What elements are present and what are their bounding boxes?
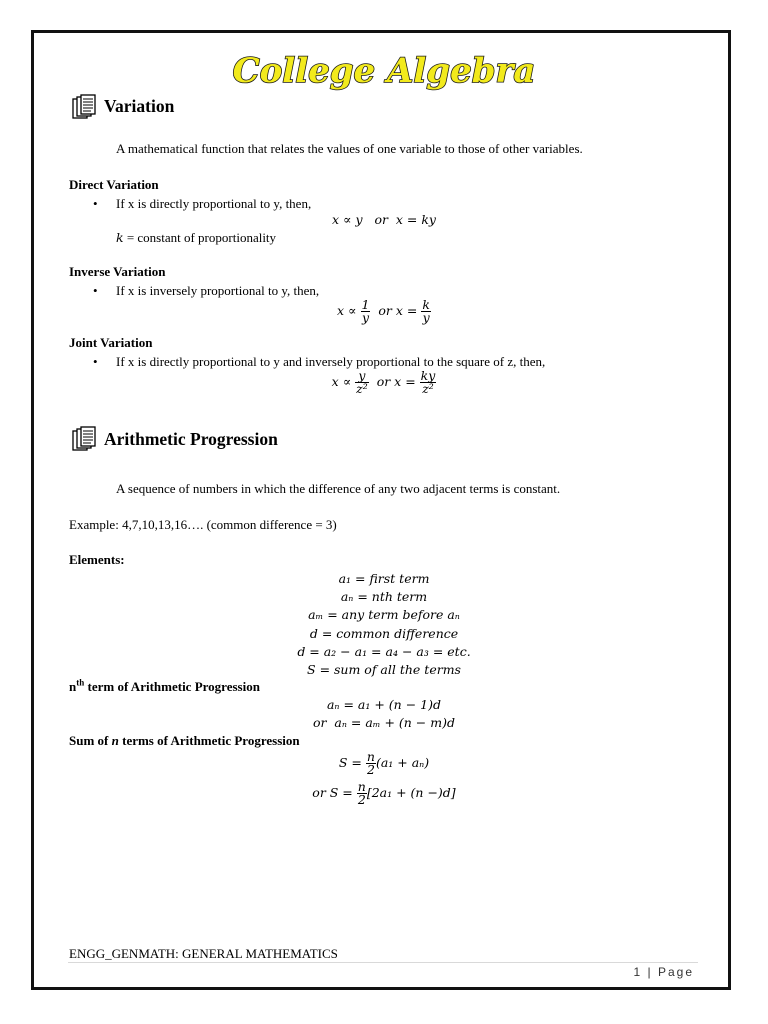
element-item: S = sum of all the terms: [307, 662, 461, 678]
fraction-numerator: n: [357, 779, 366, 794]
nth-n: n: [69, 679, 77, 694]
sum2-lhs: or S =: [312, 785, 353, 800]
nth-sup: th: [76, 677, 85, 688]
joint-variation-bullet: If x is directly proportional to y and inversely proportional to the square of z, then,: [116, 354, 546, 369]
constant-text: = constant of proportionality: [123, 230, 277, 245]
element-item: d = common difference: [309, 625, 459, 641]
direct-variation-bullet: If x is directly proportional to y, then,: [116, 196, 312, 211]
joint-mid: or x =: [376, 374, 416, 389]
joint-lhs: x ∝: [331, 374, 352, 389]
fraction-denominator: y: [422, 310, 430, 325]
variation-definition: A mathematical function that relates the values of one variable to those of other variables.: [116, 141, 583, 156]
nth-term-label: [69, 679, 260, 695]
document-stack-icon: [72, 94, 96, 120]
inverse-fraction-2: [421, 299, 431, 324]
footer-divider: [68, 962, 698, 963]
inverse-variation-bullet: If x is inversely proportional to y, then,: [116, 283, 320, 298]
constant-line: [116, 230, 276, 246]
inverse-variation-formula: [0, 299, 768, 324]
sum2-fraction: [357, 781, 367, 806]
joint-fraction-2: [420, 370, 437, 395]
joint-variation-label: Joint Variation: [69, 335, 153, 350]
arithmetic-definition: A sequence of numbers in which the difference of any two adjacent terms is constant.: [116, 481, 561, 496]
nth-term-formula-2: or aₙ = aₘ + (n − m)d: [312, 715, 455, 730]
fraction-numerator: ky: [420, 368, 436, 383]
bullet-dot: •: [93, 196, 98, 211]
inverse-fraction-1: [361, 299, 371, 324]
fraction-denominator: y: [361, 310, 369, 325]
sum1-lhs: S =: [338, 755, 362, 770]
direct-variation-formula: x ∝ y or x = ky: [332, 212, 436, 227]
sum-formula-2: [0, 781, 768, 806]
sum-label: [69, 733, 300, 749]
arithmetic-example: Example: 4,7,10,13,16…. (common difference = 3): [69, 517, 337, 532]
direct-variation-label: Direct Variation: [69, 177, 159, 192]
footer-course: ENGG_GENMATH: GENERAL MATHEMATICS: [69, 946, 338, 961]
sum2-rhs: [2a₁ + (n −)d]: [366, 785, 456, 800]
title-text: College Algebra: [232, 51, 536, 91]
fraction-denominator: 2: [357, 792, 366, 807]
fraction-denominator: 2: [366, 762, 375, 777]
sum-pre: Sum of: [69, 733, 112, 748]
page-number: [633, 965, 694, 979]
document-stack-icon: [72, 426, 96, 452]
bullet-dot: •: [93, 283, 98, 298]
page-separator: |: [642, 965, 658, 979]
fraction-denominator: z²: [422, 381, 434, 396]
fraction-numerator: 1: [361, 297, 370, 312]
sum-post: terms of Arithmetic Progression: [118, 733, 300, 748]
page-title: [0, 40, 768, 100]
inverse-mid: or x =: [378, 303, 418, 318]
inverse-lhs: x ∝: [337, 303, 357, 318]
inverse-variation-label: Inverse Variation: [69, 264, 166, 279]
bullet-dot: •: [93, 354, 98, 369]
section-heading-arithmetic: Arithmetic Progression: [104, 429, 278, 449]
element-item: a₁ = first term: [338, 571, 430, 586]
nth-term-formula-1: aₙ = a₁ + (n − 1)d: [326, 697, 441, 712]
nth-rest: term of Arithmetic Progression: [84, 679, 260, 694]
sum-formula-1: [0, 751, 768, 776]
element-item: aₘ = any term before aₙ: [308, 607, 460, 623]
sum1-rhs: (a₁ + aₙ): [375, 755, 430, 770]
page-border: [31, 30, 731, 990]
page-number-value: 1: [633, 965, 643, 979]
title-art: [232, 40, 536, 100]
joint-fraction-1: [355, 370, 369, 395]
element-item: aₙ = nth term: [340, 589, 428, 605]
sum-n: n: [111, 733, 119, 748]
fraction-numerator: y: [355, 370, 369, 383]
fraction-numerator: n: [366, 749, 375, 764]
constant-symbol: k: [116, 230, 124, 245]
element-item: d = a₂ − a₁ = a₄ − a₃ = etc.: [297, 643, 471, 659]
fraction-denominator: z²: [356, 381, 368, 396]
elements-list: [0, 570, 768, 679]
elements-label: Elements:: [69, 552, 125, 567]
section-heading-variation: Variation: [104, 96, 175, 116]
fraction-numerator: k: [422, 297, 430, 312]
page-word: Page: [657, 965, 694, 979]
joint-variation-formula: [0, 370, 768, 395]
sum1-fraction: [366, 751, 376, 776]
